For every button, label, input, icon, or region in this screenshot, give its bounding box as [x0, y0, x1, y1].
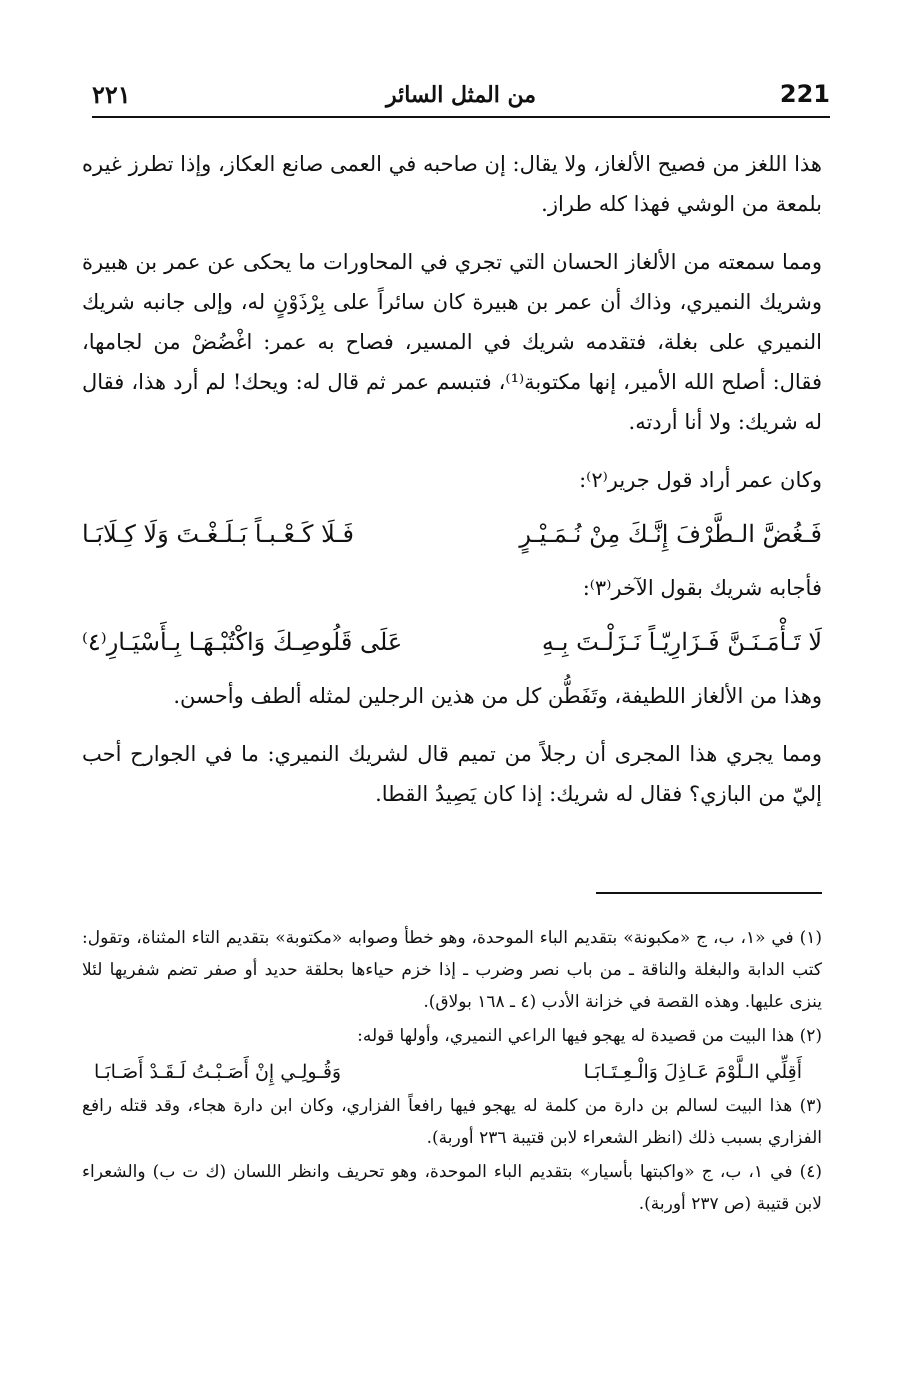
verse-1-second-hemistich: فَـلَا كَـعْـبـاً بَـلَـغْـتَ وَلَا كِـلَابَـا — [82, 520, 354, 548]
paragraph-5: وهذا من الألغاز اللطيفة، وتَفَطُّن كل من هذين الرجلين لمثله ألطف وأحسن. — [173, 684, 822, 708]
verse-1-first-hemistich: فَـغُضَّ الـطَّرْفَ إِنَّـكَ مِنْ نُـمَـيْـرٍ — [519, 520, 822, 548]
footnote-2-verse — [94, 1054, 802, 1090]
paragraph-2: ومما سمعته من الألغاز الحسان التي تجري في المحاورات ما يحكى عن عمر بن هبيرة وشريك النميري، وذاك أن عمر بن هبيرة كان سائراً على بِرْذَوْنٍ له، وإلى جانبه شريك النميري على بغلة، فتقدمه شريك في المسير، فصاح به عمر: اغْضُضْ من لجامها، فقال: أصلح الله الأمير، إنها مكتوبة⁽¹⁾، فتبسم عمر ثم قال له: ويحك! لم أرد هذا، فقال له شريك: ولا أنا أردته. — [82, 250, 822, 434]
footnote-2-verse-second: وَقُـولِـي إِنْ أَصَـبْـتُ لَـقَـدْ أَصَـابَـا — [94, 1061, 342, 1083]
page-number-latin: 221 — [779, 80, 830, 108]
footnote-3: (٣) هذا البيت لسالم بن دارة من كلمة له يهجو فيها رافعاً الفزاري، وكان ابن دارة هجاء، وقد قتله رافع الفزاري بسبب ذلك (انظر الشعراء لابن قتيبة ٢٣٦ أوربة). — [82, 1096, 822, 1148]
verse-2 — [82, 622, 822, 662]
paragraph-4: فأجابه شريك بقول الآخر⁽٣⁾: — [582, 576, 822, 600]
footnotes — [82, 922, 822, 1222]
footnote-2-verse-first: أَقِلِّي الـلَّوْمَ عَـاذِلَ وَالْـعِـتَـابَـا — [583, 1061, 802, 1083]
paragraph-6: ومما يجري هذا المجرى أن رجلاً من تميم قال لشريك النميري: ما في الجوارح أحب إليّ من البازي؟ فقال له شريك: إذا كان يَصِيدُ القطا. — [82, 742, 822, 806]
verse-2-first-hemistich: لَا تَـأْمَـنَـنَّ فَـزَارِيّـاً نَـزَلْـتَ بِـهِ — [541, 628, 822, 656]
footnote-separator — [596, 892, 822, 894]
footnote-4: (٤) في ١، ب، ج «واكبتها بأسيار» بتقديم الباء الموحدة، وهو تحريف وانظر اللسان (ك ت ب) والشعراء لابن قتيبة (ص ٢٣٧ أوربة). — [82, 1162, 822, 1214]
page-number-arabic: ٢٢١ — [92, 80, 131, 109]
main-text — [82, 144, 822, 814]
paragraph-3: وكان عمر أراد قول جرير⁽٢⁾: — [579, 468, 822, 492]
paragraph-1: هذا اللغز من فصيح الألغاز، ولا يقال: إن صاحبه في العمى صانع العكاز، وإذا تطرز غيره بلمعة من الوشي فهذا كله طراز. — [82, 152, 822, 216]
verse-1 — [82, 514, 822, 554]
page-header — [92, 76, 830, 118]
running-title: من المثل السائر — [385, 82, 537, 108]
footnote-1: (١) في «١، ب، ج «مكبونة» بتقديم الباء الموحدة، وهو خطأ وصوابه «مكتوبة» بتقديم التاء المثناة، وتقول: كتب الدابة والبغلة والناقة ـ من باب نصر وضرب ـ إذا خزم حياءها بحلقة حديد أو صفر تضم شفريها لئلا ينزى عليها. وهذه القصة في خزانة الأدب (٤ ـ ١٦٨ بولاق). — [82, 928, 823, 1012]
footnote-2: (٢) هذا البيت من قصيدة له يهجو فيها الراعي النميري، وأولها قوله: — [357, 1026, 822, 1046]
verse-2-second-hemistich: عَلَى قَلُوصِـكَ وَاكْتُبْـهَـا بِـأَسْيَـارِ⁽٤⁾ — [82, 628, 403, 656]
